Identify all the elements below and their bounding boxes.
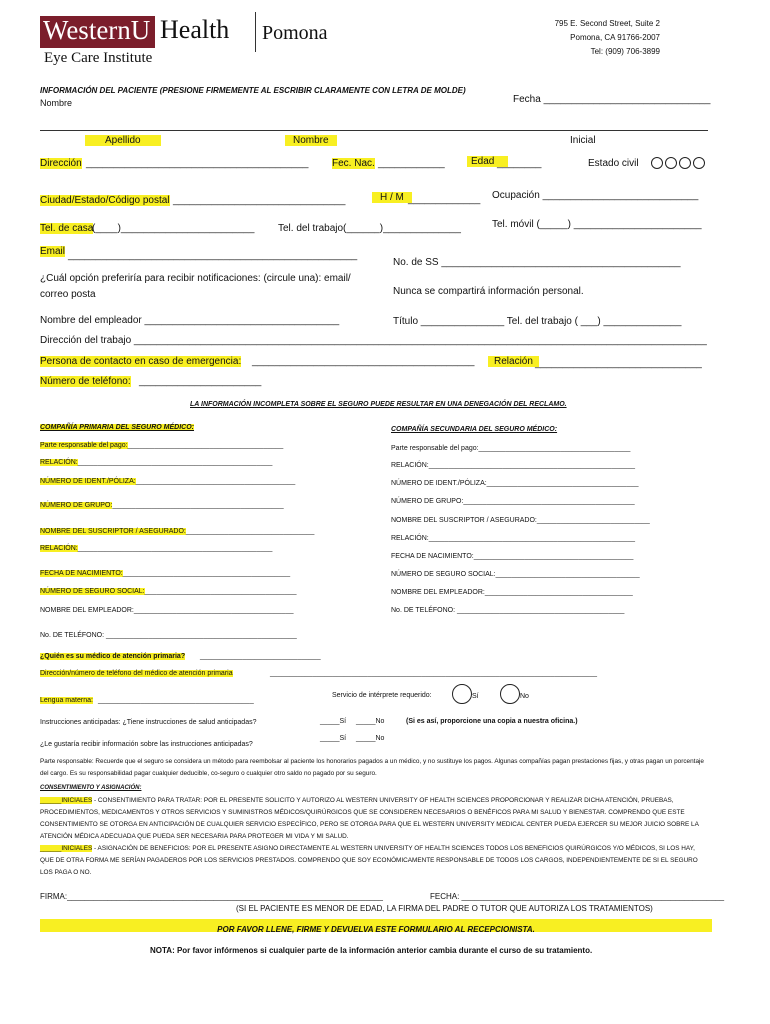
relacion-label: Relación [488, 356, 539, 367]
noss-field[interactable]: No. de SS ___________________________________________ [393, 257, 681, 268]
primary-row[interactable]: NÚMERO DE IDENT./PÓLIZA:_________________________________________ [40, 478, 296, 485]
ciudad-label: Ciudad/Estado/Código postal [40, 195, 170, 206]
dirtrabajo-field[interactable]: Dirección del trabajo _______________________________________________________________________________________________________ [40, 335, 707, 346]
primary-insurance-title: COMPAÑÍA PRIMARIA DEL SEGURO MÉDICO: [40, 424, 195, 431]
secondary-row[interactable]: NÚMERO DE IDENT./PÓLIZA:_______________________________________ [391, 480, 639, 487]
primary-row[interactable]: RELACIÓN:__________________________________________________ [40, 545, 273, 552]
edad-label: Edad [467, 156, 508, 167]
estado-civil-options[interactable] [650, 157, 706, 169]
nombre-col-label: Nombre [285, 135, 337, 146]
interprete-si-label: Sí [472, 693, 479, 700]
fecnac-field[interactable]: ____________ [378, 158, 445, 169]
secondary-row[interactable]: NOMBRE DEL SUSCRIPTOR / ASEGURADO:_____________________________ [391, 517, 650, 524]
logo-brand: WesternU [43, 15, 151, 45]
primary-row[interactable]: NÚMERO DE GRUPO:____________________________________________ [40, 502, 284, 509]
advance-info-no[interactable]: _____No [356, 735, 385, 742]
ciudad-field[interactable]: _______________________________ [173, 195, 346, 206]
direccion-field[interactable]: ________________________________________ [86, 158, 309, 169]
radio-v-icon[interactable] [693, 157, 705, 169]
signature-field[interactable]: FIRMA:_______________________________________________________________________ [40, 892, 384, 901]
telcasa-field[interactable]: (____)________________________ [92, 223, 255, 234]
logo-institute: Eye Care Institute [44, 50, 153, 66]
logo-divider [255, 12, 256, 52]
apellido-label: Apellido [85, 135, 161, 146]
ocupacion-field[interactable]: Ocupación ____________________________ [492, 190, 699, 201]
interprete-si-radio[interactable] [452, 684, 472, 704]
advance-directive-note: (Si es así, proporcione una copia a nuestra oficina.) [406, 718, 578, 725]
initials-field[interactable]: ______INICIALES [40, 845, 93, 852]
doctor-address-field[interactable]: ____________________________________________________________________________________ [270, 670, 598, 677]
form-title: INFORMACIÓN DEL PACIENTE (PRESIONE FIRMEMENTE AL ESCRIBIR CLARAMENTE CON LETRA DE MOLDE) [40, 86, 466, 95]
advance-directive-si[interactable]: _____Sí [320, 718, 347, 725]
numtel-field[interactable]: ______________________ [139, 376, 262, 387]
teltrabajo-field[interactable]: Tel. del trabajo(______)______________ [278, 223, 461, 234]
initials-field[interactable]: ______INICIALES [40, 797, 93, 804]
nombre-label: Nombre [40, 98, 73, 108]
hm-label: H / M [372, 192, 412, 203]
email-label: Email [40, 246, 66, 257]
responsible-party-text: Parte responsable: Recuerde que el seguro se considera un método para reembolsar al paciente los honorarios pagados a un médico, y no sustituye los pagos. Algunas compañías pagan prestaciones fijas, y otras pagan un porcentaje del cargo. Es su responsabilidad pagar cualquier deducible, co-seguro o cualquier otro saldo no pagado por su seguro. [40, 758, 704, 777]
radio-s-icon[interactable] [651, 157, 663, 169]
minor-note: (SI EL PACIENTE ES MENOR DE EDAD, LA FIRMA DEL PADRE O TUTOR QUE AUTORIZA LOS TRATAMIENTOS) [236, 904, 653, 913]
secondary-insurance-title: COMPAÑÍA SECUNDARIA DEL SEGURO MÉDICO: [391, 426, 558, 433]
privacy-note: Nunca se compartirá información personal. [393, 286, 584, 297]
consent-title: CONSENTIMIENTO Y ASIGNACIÓN: [40, 785, 142, 791]
secondary-row[interactable]: RELACIÓN:_____________________________________________________ [391, 535, 636, 542]
signature-date-field[interactable]: FECHA: ___________________________________________________________ [430, 892, 725, 901]
secondary-row[interactable]: Parte responsable del pago:_______________________________________ [391, 445, 631, 452]
email-field[interactable]: ____________________________________________________ [68, 250, 358, 261]
assignment-benefits-text: ______INICIALES - ASIGNACIÓN DE BENEFICIOS: POR EL PRESENTE ASIGNO DIRECTAMENTE AL WESTERN UNIVERSITY OF HEALTH SCIENCES TODOS LOS BENEFICIOS QUIRÚRGICOS Y/O MÉDICOS, SI LOS HAY, QUE DE OTRA FORMA ME SERÍAN PAGADEROS POR LOS SERVICIOS PRESTADOS. COMPRENDO QUE SOY ECONÓMICAMENTE RESPONSABLE DE TODOS LOS CARGOS, INDEPENDIENTEMENTE DE SI EL SEGURO LOS PAGA O NO. [40, 845, 698, 876]
secondary-row[interactable]: NÚMERO DE SEGURO SOCIAL:_____________________________________ [391, 571, 640, 578]
titulo-field[interactable]: Título _______________ Tel. del trabajo ( ___) ______________ [393, 316, 682, 327]
primary-doctor-field[interactable]: _______________________________ [200, 653, 321, 660]
estado-civil-label: Estado civil [588, 158, 639, 169]
advance-directive-no[interactable]: _____No [356, 718, 385, 725]
fecha-field[interactable]: Fecha ______________________________ [513, 94, 711, 105]
lengua-label: Lengua materna: [40, 697, 93, 704]
direccion-label: Dirección [40, 158, 82, 169]
primary-row[interactable]: FECHA DE NACIMIENTO:___________________________________________ [40, 570, 291, 577]
secondary-row[interactable]: NÚMERO DE GRUPO:____________________________________________ [391, 498, 635, 505]
primary-row[interactable]: NOMBRE DEL SUSCRIPTOR / ASEGURADO:_________________________________ [40, 528, 315, 535]
notif-question-2: correo posta [40, 289, 96, 300]
inicial-label: Inicial [570, 135, 596, 146]
doctor-address-label: Dirección/número de teléfono del médico de atención primaria [40, 670, 233, 677]
primary-row[interactable]: NÚMERO DE SEGURO SOCIAL:_______________________________________ [40, 588, 297, 595]
secondary-row[interactable]: No. DE TELÉFONO: ___________________________________________ [391, 607, 625, 614]
primary-row[interactable]: Parte responsable del pago:________________________________________ [40, 442, 284, 449]
interprete-no-label: No [520, 693, 529, 700]
return-form-text: POR FAVOR LLENE, FIRME Y DEVUELVA ESTE FORMULARIO AL RECEPCIONISTA. [217, 925, 535, 934]
fecnac-label: Fec. Nac. [332, 158, 375, 169]
relacion-field[interactable]: ______________________________ [535, 358, 702, 369]
secondary-row[interactable]: NOMBRE DEL EMPLEADOR:______________________________________ [391, 589, 633, 596]
primary-row[interactable]: RELACIÓN:__________________________________________________ [40, 459, 273, 466]
lengua-field[interactable]: ________________________________________ [98, 697, 254, 704]
secondary-row[interactable]: RELACIÓN:_____________________________________________________ [391, 462, 636, 469]
edad-field[interactable]: ________ [497, 158, 542, 169]
logo-health: Health [160, 15, 230, 44]
hm-field[interactable]: _____________ [408, 194, 481, 205]
radio-d-icon[interactable] [679, 157, 691, 169]
notif-question-1: ¿Cuál opción preferiría para recibir notificaciones: (circule una): email/ [40, 273, 351, 284]
advance-info-question: ¿Le gustaría recibir información sobre las instrucciones anticipadas? [40, 741, 253, 748]
clinic-address [555, 17, 660, 59]
advance-directive-question: Instrucciones anticipadas: ¿Tiene instrucciones de salud anticipadas? [40, 719, 257, 726]
numtel-label: Número de teléfono: [40, 376, 131, 387]
address-line-1: 795 E. Second Street, Suite 2 [554, 19, 660, 28]
primary-doctor-label: ¿Quién es su médico de atención primaria? [40, 653, 186, 660]
empleador-field[interactable]: Nombre del empleador ___________________________________ [40, 315, 340, 326]
nota-text: NOTA: Por favor infórmenos si cualquier parte de la información anterior cambia durante el curso de su tratamiento. [150, 946, 593, 955]
contacto-label: Persona de contacto en caso de emergencia: [40, 356, 242, 367]
advance-info-si[interactable]: _____Sí [320, 735, 347, 742]
contacto-field[interactable]: ________________________________________ [252, 356, 475, 367]
secondary-row[interactable]: FECHA DE NACIMIENTO:_________________________________________ [391, 553, 634, 560]
telcasa-label: Tel. de casa [40, 223, 94, 234]
interprete-no-radio[interactable] [500, 684, 520, 704]
name-line[interactable] [40, 130, 708, 131]
telmovil-field[interactable]: Tel. móvil (_____) _______________________ [492, 219, 702, 230]
address-line-2: Pomona, CA 91766-2007 [570, 33, 660, 42]
interprete-label: Servicio de intérprete requerido: [332, 692, 432, 699]
primary-row[interactable]: NOMBRE DEL EMPLEADOR:_________________________________________ [40, 607, 294, 614]
consent-treatment-text: ______INICIALES - CONSENTIMIENTO PARA TRATAR: POR EL PRESENTE SOLICITO Y AUTORIZO AL WESTERN UNIVERSITY OF HEALTH SCIENCES PROPORCIONAR Y REALIZAR DICHA ATENCIÓN, PRUEBAS, PROCEDIMIENTOS, MEDICAMENTOS Y OTROS SERVICIOS Y SUMINISTROS MÉDICOS/QUIRÚRGICOS QUE SE CONSIDEREN NECESARIOS O BENÉFICOS PARA MI SALUD Y BIENESTAR. COMPRENDO QUE ESTE CONSENTIMIENTO SE OTORGA EN ANTICIPACIÓN DE CUALQUIER SERVICIO ESPECÍFICO, PERO SE OTORGA PARA QUE EL WESTERN UNIVERSITY MEDICAL CENTER PUEDA EJERCER SU MEJOR JUICIO SOBRE LA ATENCIÓN MÉDICA ADECUADA QUE PUEDA SER NECESARIA PARA PROTEGER MI VIDA Y MI SALUD. [40, 797, 699, 840]
logo-city: Pomona [262, 22, 328, 44]
return-form-banner [40, 919, 712, 932]
insurance-warning: LA INFORMACIÓN INCOMPLETA SOBRE EL SEGURO PUEDE RESULTAR EN UNA DENEGACIÓN DEL RECLAMO. [190, 401, 567, 408]
address-line-3: Tel: (909) 706-3899 [590, 47, 660, 56]
radio-c-icon[interactable] [665, 157, 677, 169]
primary-phone-field[interactable]: No. DE TELÉFONO: _________________________________________________ [40, 632, 297, 639]
